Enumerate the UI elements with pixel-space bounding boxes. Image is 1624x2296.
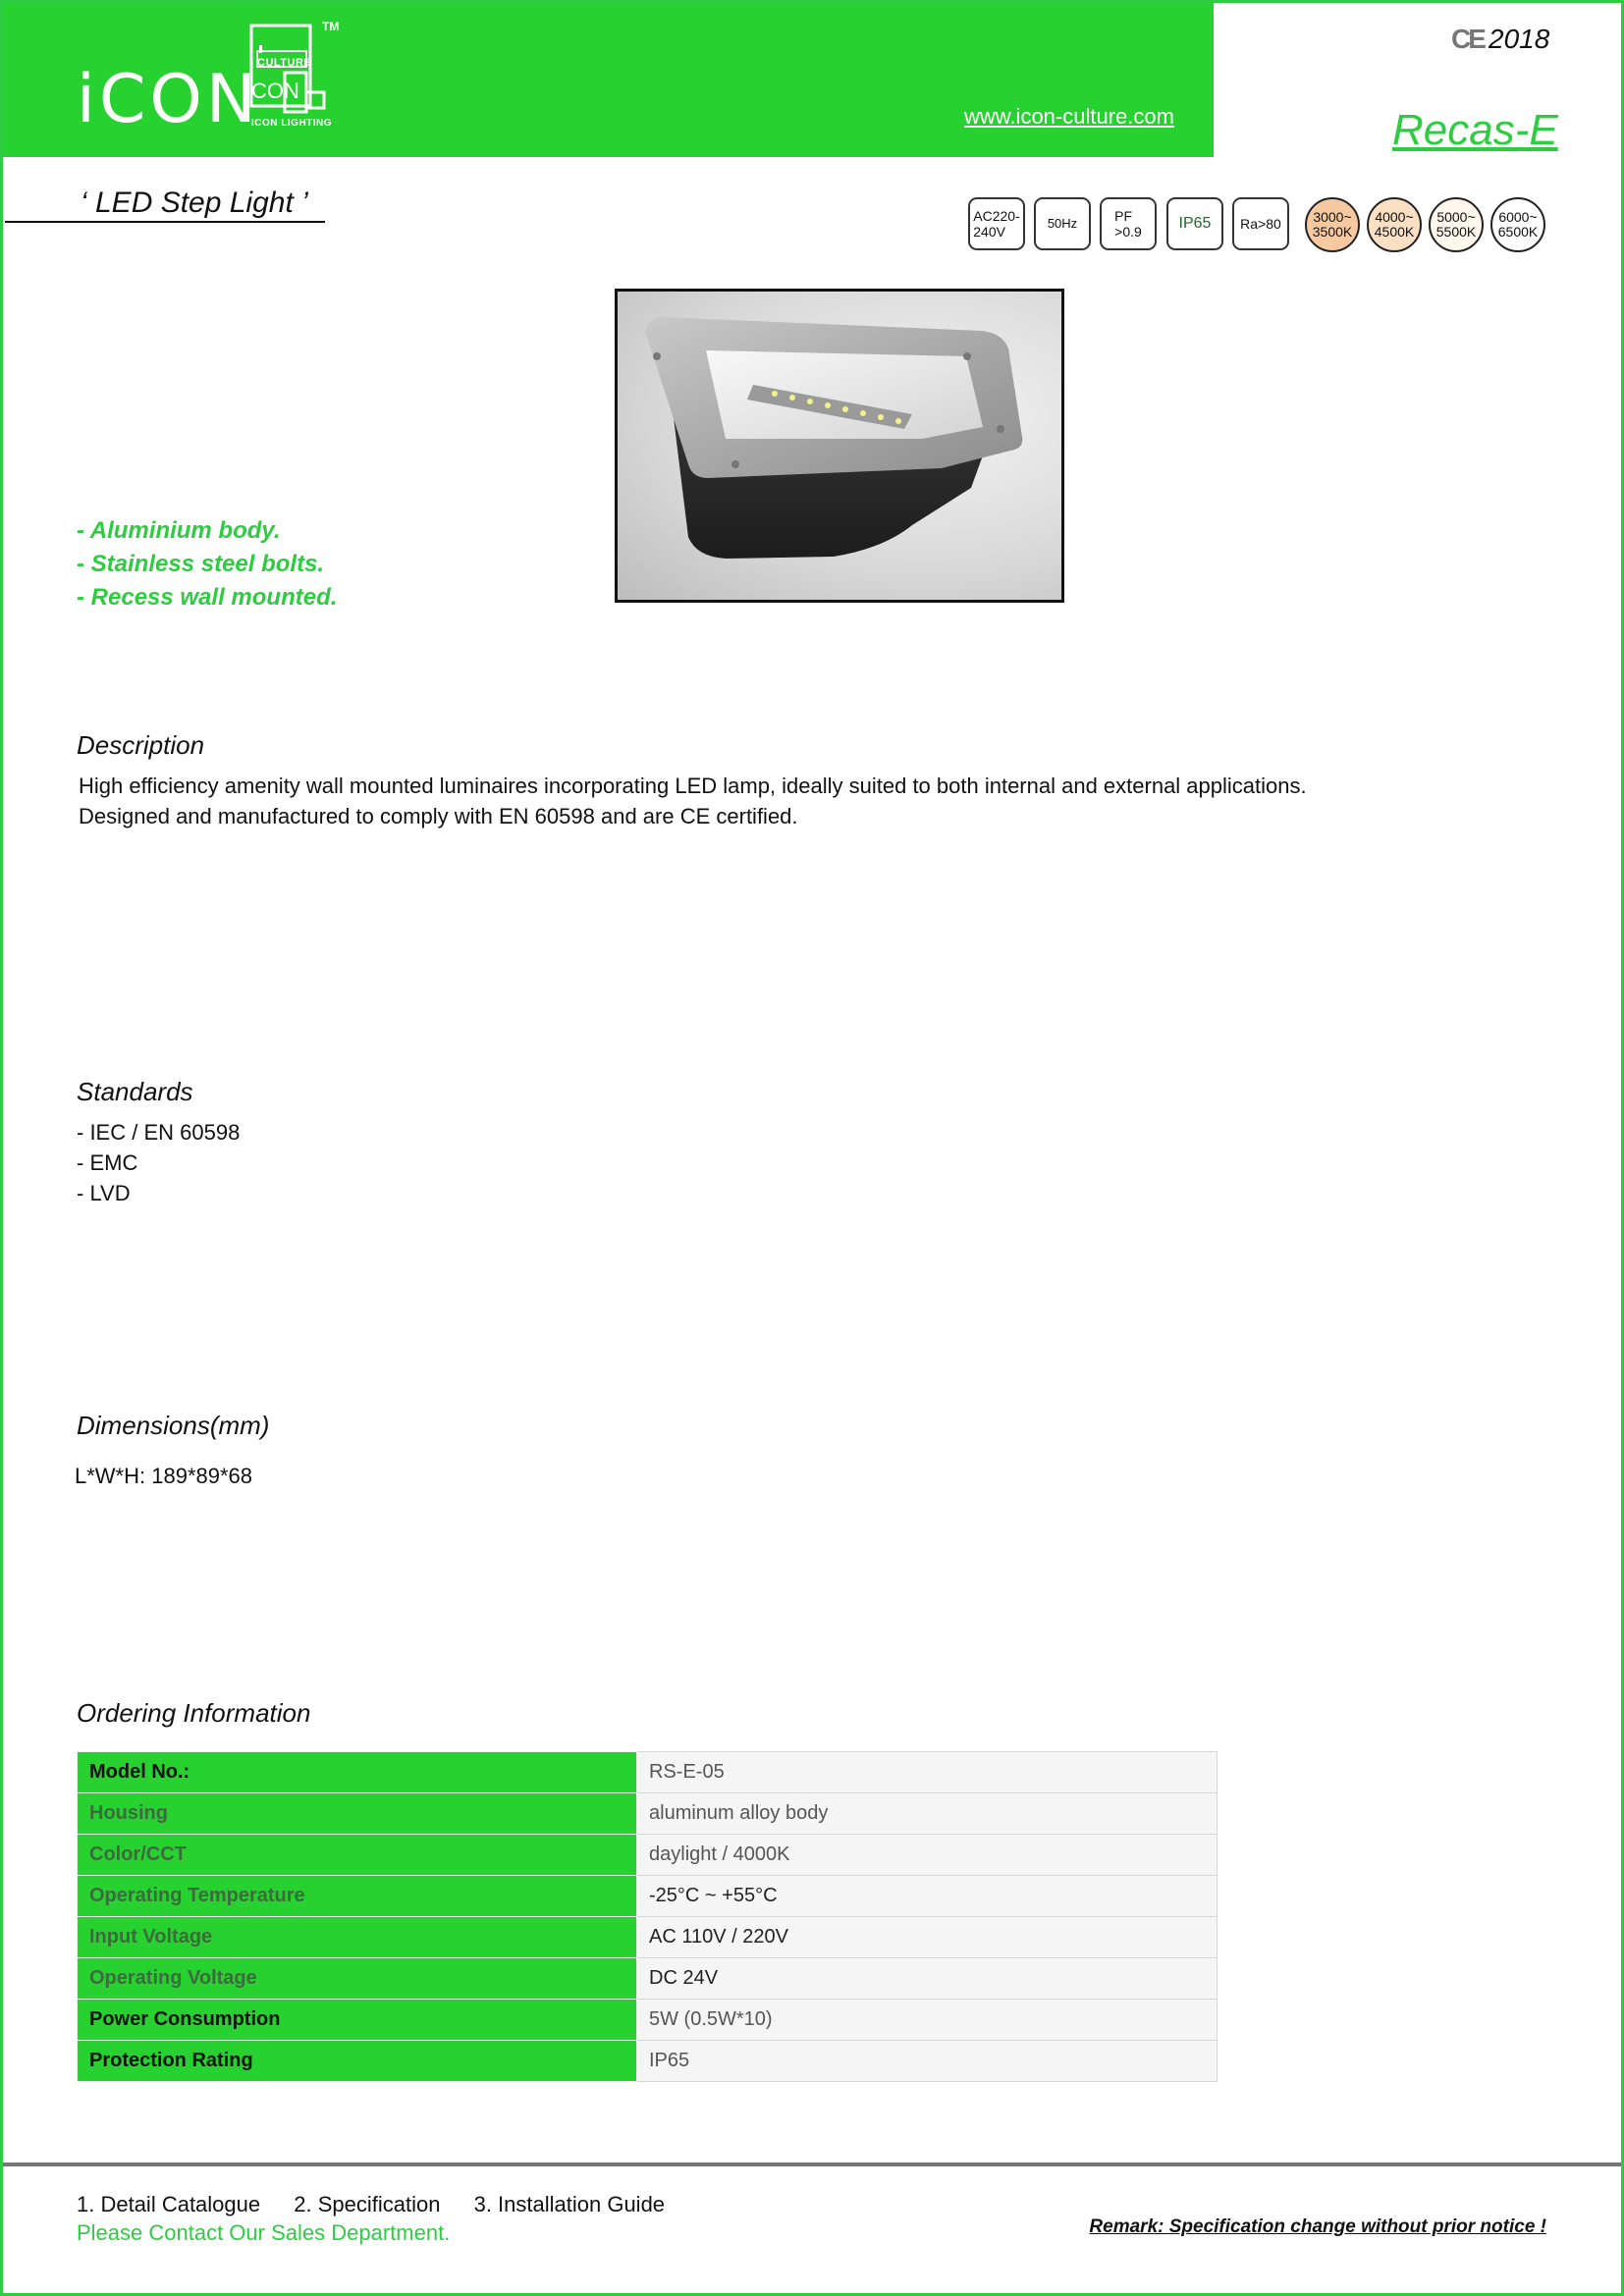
- icon-culture-logo: [245, 22, 340, 132]
- table-row: [78, 1917, 1218, 1958]
- ordering-heading: Ordering Information: [77, 1698, 311, 1728]
- row-label: Input Voltage: [78, 1917, 637, 1958]
- row-value: RS-E-05: [637, 1752, 1218, 1793]
- description-text: [79, 771, 1307, 831]
- table-row: [78, 2000, 1218, 2041]
- dimensions-heading: Dimensions(mm): [77, 1411, 270, 1440]
- description-line: Designed and manufactured to comply with EN 60598 and are CE certified.: [79, 804, 798, 828]
- row-value: AC 110V / 220V: [637, 1917, 1218, 1958]
- footer-divider: [0, 2163, 1624, 2166]
- standards-item: - IEC / EN 60598: [77, 1120, 241, 1145]
- row-value: 5W (0.5W*10): [637, 2000, 1218, 2041]
- description-heading: Description: [77, 730, 205, 760]
- logo-culture-text: CULTURE: [257, 57, 312, 69]
- table-row: [78, 1835, 1218, 1876]
- cct-6000k-badge: 6000~ 6500K: [1490, 197, 1545, 252]
- row-label: Operating Voltage: [78, 1958, 637, 2000]
- row-value: IP65: [637, 2041, 1218, 2082]
- dimensions-value: L*W*H: 189*89*68: [75, 1464, 253, 1488]
- contact-sales-text: Please Contact Our Sales Department.: [77, 2220, 451, 2245]
- standards-heading: Standards: [77, 1077, 193, 1106]
- row-label: Operating Temperature: [78, 1876, 637, 1917]
- table-row: [78, 1958, 1218, 2000]
- row-label: Housing: [78, 1793, 637, 1835]
- installation-guide-link[interactable]: 3. Installation Guide: [473, 2192, 666, 2216]
- cct-5000k-badge: 5000~ 5500K: [1429, 197, 1484, 252]
- cct-3000k-badge: 3000~ 3500K: [1305, 197, 1360, 252]
- row-label: Protection Rating: [78, 2041, 637, 2082]
- cri-badge: Ra>80: [1232, 197, 1289, 250]
- feature-item: - Stainless steel bolts.: [77, 551, 325, 577]
- logo-con-text: CON: [251, 79, 299, 103]
- website-link[interactable]: www.icon-culture.com: [964, 104, 1174, 129]
- standards-item: - LVD: [77, 1181, 131, 1205]
- row-label: Model No.:: [78, 1752, 637, 1793]
- table-row: [78, 1752, 1218, 1793]
- model-name: Recas-E: [1392, 106, 1558, 154]
- trademark-mark: TM: [322, 20, 340, 33]
- ip-rating-badge: IP65: [1166, 197, 1223, 250]
- row-label: Color/CCT: [78, 1835, 637, 1876]
- description-line: High efficiency amenity wall mounted luminaires incorporating LED lamp, ideally suited to both internal and external applications.: [79, 774, 1307, 798]
- catalogue-year: 2018: [1489, 24, 1550, 54]
- product-photo: [615, 289, 1064, 603]
- product-title: ‘ LED Step Light ’: [81, 187, 308, 219]
- specification-link[interactable]: 2. Specification: [294, 2192, 441, 2216]
- feature-list: [77, 514, 337, 614]
- power-factor-badge: PF >0.9: [1100, 197, 1157, 250]
- detail-catalogue-link[interactable]: 1. Detail Catalogue: [77, 2192, 261, 2216]
- standards-item: - EMC: [77, 1150, 138, 1175]
- standards-list: [77, 1117, 240, 1208]
- footer-links: [77, 2192, 692, 2217]
- brand-wordmark: iCON: [77, 61, 260, 138]
- voltage-badge: AC220- 240V: [968, 197, 1025, 250]
- table-row: [78, 1793, 1218, 1835]
- row-value: -25°C ~ +55°C: [637, 1876, 1218, 1917]
- logo-subtitle: ICON LIGHTING: [251, 118, 333, 129]
- row-value: daylight / 4000K: [637, 1835, 1218, 1876]
- feature-item: - Recess wall mounted.: [77, 584, 338, 611]
- table-row: [78, 1876, 1218, 1917]
- cct-4000k-badge: 4000~ 4500K: [1367, 197, 1422, 252]
- row-value: aluminum alloy body: [637, 1793, 1218, 1835]
- row-value: DC 24V: [637, 1958, 1218, 2000]
- spec-change-remark: Remark: Specification change without prior notice !: [1089, 2216, 1546, 2237]
- frequency-badge: 50Hz: [1034, 197, 1091, 250]
- row-label: Power Consumption: [78, 2000, 637, 2041]
- ordering-table: [77, 1751, 1218, 2082]
- title-underline: [5, 221, 325, 223]
- table-row: [78, 2041, 1218, 2082]
- feature-item: - Aluminium body.: [77, 517, 281, 544]
- ce-mark-icon: CE: [1451, 24, 1484, 54]
